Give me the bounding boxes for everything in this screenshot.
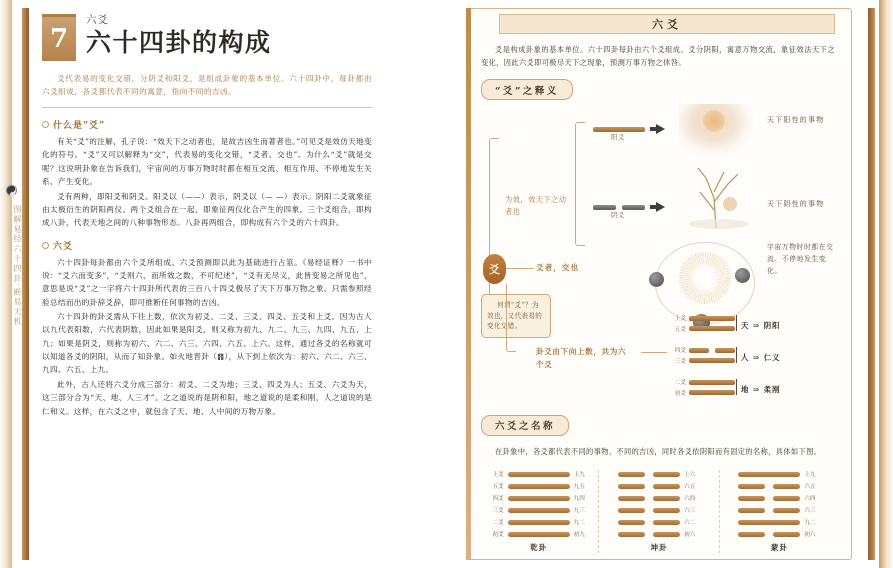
section-heading-2 [42,239,372,252]
section-heading-1-label: 什么是“爻” [53,121,106,132]
hexagram-row [605,482,712,490]
paragraph: 爻有两种，即阳爻和阴爻。阳爻以（——）表示，阴爻以（— —）表示。阴阳二爻就象征由太极衍生的阴阳两仪。两个爻组合在一起，即象征两仪化合产生的四象。三个爻组合，即构成八卦，代表天地之间的八种事物形态。八卦再两组合，即构成有六个爻的六十四卦。 [42,191,372,228]
right-page-vertical-rail [868,8,875,560]
triad-row [671,314,735,322]
right-page-intro: 爻是构成卦象的基本单位。六十四卦每卦由六个爻组成。爻分阴阳，寓意万物交流，象征效法天下之变化，因此六爻即可极尽天下之现象，预测万事万物之休咎。 [481,45,835,67]
yin-bar [738,496,800,501]
section2-pill: 六爻之名称 [481,415,569,436]
yinyang-brace [575,122,585,246]
triad-row [671,346,735,354]
triad-tag: 四爻 [674,348,686,355]
hexagram-row [605,494,712,502]
position-label: 上爻 [492,472,504,479]
hexagram-row [726,530,833,538]
hexagram-row [485,482,592,490]
yang-bar [689,380,735,385]
lead-paragraph: 爻代表易的变化交错，分阴爻和阳爻，是组成卦象的基本单位。六十四卦中，每卦都由六爻组成，各爻都代表不同的寓意，指向不同的吉凶。 [42,74,372,97]
yang-bar [689,326,735,331]
triad-tag: 五爻 [674,326,686,333]
triad-meaning: 天 ⇒ 阴阳 [741,321,781,331]
hexagram-row [485,494,592,502]
yang-bar [689,316,735,321]
triad-meaning: 地 ⇒ 柔刚 [741,385,781,395]
yao-name: 初九 [573,532,585,539]
yao-explanation-diagram [475,106,843,398]
yin-bar [738,532,800,537]
chapter-kicker: 六爻 [86,14,109,26]
chapter-number: 7 [42,17,76,61]
right-page-content [475,14,843,553]
hexagram-name: 乾卦 [530,543,548,553]
triad-tag: 初爻 [674,390,686,397]
yin-bar [689,348,735,353]
section1-pill: “爻”之释义 [481,79,573,100]
yin-bar [618,496,680,501]
triad-tian [671,314,781,335]
yao-name: 九五 [573,484,585,491]
yang-yao-label: 阳爻 [611,133,625,142]
triad-di [671,378,781,399]
count-brace [506,284,516,352]
yao-name: 上九 [573,472,585,479]
triad-tag: 二爻 [674,380,686,387]
yang-yao-bar [593,127,645,132]
yang-bar [508,520,570,525]
right-page [447,0,893,568]
hexagram-row [605,470,712,478]
right-page-title: 六爻 [499,14,835,34]
yao-name: 六四 [683,496,696,503]
page-title: 六十四卦的构成 [86,28,272,57]
yin-yao-label: 阴爻 [611,211,625,220]
yin-bar [738,508,800,513]
triad-brace [736,379,737,395]
yao-name: 六五 [804,484,816,491]
hexagram-grid [475,470,843,553]
yin-yang-icon [6,185,17,196]
left-page-content [42,14,372,419]
hexagram-name: 坤卦 [650,543,668,553]
jiaoye-label: 爻者，交也 [536,263,579,273]
yao-name: 六四 [804,496,816,503]
triad-brace [736,315,737,331]
yang-bar [508,484,570,489]
section2-intro: 在卦象中，各爻都代表不同的事物、不同的吉凶，同时各爻依阴阳而有固定的名称，具体如下图。 [495,446,822,456]
yang-result-label: 天下阳性的事物 [767,116,825,125]
section2-pill-wrap [481,414,843,436]
left-page-side-text: 图解易经六十四卦·断易天机 [13,205,23,327]
hexagram-meng [719,470,839,553]
position-label: 二爻 [492,520,504,527]
hexagram-kun [598,470,718,553]
yin-bar [618,508,680,513]
chapter-header [42,14,372,64]
arrow-icon [650,124,665,134]
hexagram-row [726,482,833,490]
hexagram-row [485,506,592,514]
section-heading-1 [42,118,372,131]
sun-illustration [679,104,753,156]
hexagram-row [726,518,833,526]
triad-tag: 三爻 [674,358,686,365]
right-page-edge-gradient [879,0,893,568]
yao-name: 六五 [683,484,696,491]
hexagram-row [485,470,592,478]
yin-bar [618,484,680,489]
triad-row [671,389,735,397]
seal-connector-line [506,268,534,269]
hexagram-row [605,530,712,538]
yang-bar [508,496,570,501]
bullet-icon [42,121,49,128]
tree-branch-illustration [680,158,758,230]
yin-bar [618,472,680,477]
yao-name: 九二 [573,520,585,527]
yao-name: 初六 [683,532,696,539]
yao-name: 九二 [804,520,816,527]
yao-seal-icon: 爻 [483,254,506,284]
yang-bar [508,472,570,477]
hexagram-row [605,518,712,526]
position-label: 三爻 [492,508,504,515]
yang-bar [689,358,735,363]
triad-brace [736,347,737,363]
yao-name: 六三 [683,508,696,515]
section1-pill-wrap [481,79,843,101]
yao-name: 六二 [683,520,696,527]
yin-bar [738,484,800,489]
count-label: 卦爻由下向上数，共为六个爻 [536,347,627,370]
paragraph: 此外，古人还将六爻分成三部分：初爻、二爻为地；三爻、四爻为人；五爻、六爻为天，这三部分合为“天、地、人三才”。之之道说的是阴和阳，地之道说的是柔和刚，人之道说的是仁和义。这样，在六爻之中，就包含了天、地、人中间的万物万象。 [42,379,372,416]
yang-bar [508,508,570,513]
hexagram-row [726,506,833,514]
yao-name: 九三 [573,508,585,515]
hexagram-row [485,518,592,526]
section-heading-2-label: 六爻 [53,241,74,252]
yao-name: 初六 [804,532,816,539]
brace-label: 为效，效天下之动者也 [505,195,567,216]
hexagram-qian [479,470,598,553]
position-label: 四爻 [492,496,504,503]
yao-name: 六三 [804,508,816,515]
yang-bar [689,390,735,395]
yao-name: 九四 [573,496,585,503]
triad-meaning: 人 ⇒ 仁义 [741,353,781,363]
yin-bar [618,520,680,525]
callout-box: 何谓“爻”？为效也，又代表易的变化交错。 [481,294,551,338]
yin-yao-row [593,202,665,212]
branch-svg [680,158,758,230]
hexagram-name: 蒙卦 [770,543,788,553]
hexagram-row [726,494,833,502]
yang-bar [738,472,800,477]
right-page-accent-bar [466,8,471,560]
yin-yao-bar [593,205,645,210]
hexagram-row [726,470,833,478]
cosmos-label: 宇宙万物时时都在交流、不停地发生变化。 [767,243,834,275]
divider [42,107,372,108]
position-label: 五爻 [492,484,504,491]
bullet-icon [42,242,49,249]
yao-name: 上六 [683,472,696,479]
paragraph: 六十四卦的卦爻需从下往上数，依次为初爻、二爻、三爻、四爻、五爻和上爻。因为古人以九代表阳数，六代表阴数，因此如果是阳爻，则又称为初九、九二、九三、九四、九五、上九；如果是阴爻，则称为初六、六二、六三、六四、六五、上六。这样，通过各爻的名称就可以知道各爻的阴阳，从而了知卦象。如火地晋卦（䷢），从下到上依次为：初六、六二、六三、九四、六五、上九。 [42,312,372,375]
yang-yao-row [593,124,665,134]
yin-result-label: 天下阴性的事物 [767,200,825,209]
arrow-icon [650,202,665,212]
triad-ren [671,346,781,367]
count-connector-line [641,352,667,353]
position-label: 初爻 [492,532,504,539]
triad-tag: 上爻 [674,316,686,323]
hexagram-row [485,530,592,538]
yang-bar [508,532,570,537]
triad-row [671,378,735,386]
triad-row [671,357,735,365]
paragraph: 六十四卦每卦都由六个爻所组成。六爻预测即以此为基础进行占筮。《易经证释》一书中说：“爻六而变多”，“爻则六，而所效之数，不可纪述”，“爻有无尽义，此皆变易之所见也”，意思是说“爻”之一字将六十四卦所代表的三百八十四爻极尽了天下万事万物之象。只需参照经验总结而出的卦辞爻辞，即可推断任何事物的吉凶。 [42,257,372,307]
yin-bar [618,532,680,537]
yao-name: 上九 [804,472,816,479]
yang-bar [738,520,800,525]
hexagram-row [605,506,712,514]
paragraph: 有关“爻”的注解，孔子说：“效天下之动者也，是故吉凶生而著者也。”可见爻是效仿天地变化的符号。“爻”又可以解释为“交”，代表易的变化交错，“爻者，交也”。为什么“爻”就是交呢？这说明卦象在告诉我们，宇宙间的万事万物时时都在相互交流、相互作用、不停地发生关系、产生变化。 [42,137,372,187]
triad-row [671,325,735,333]
